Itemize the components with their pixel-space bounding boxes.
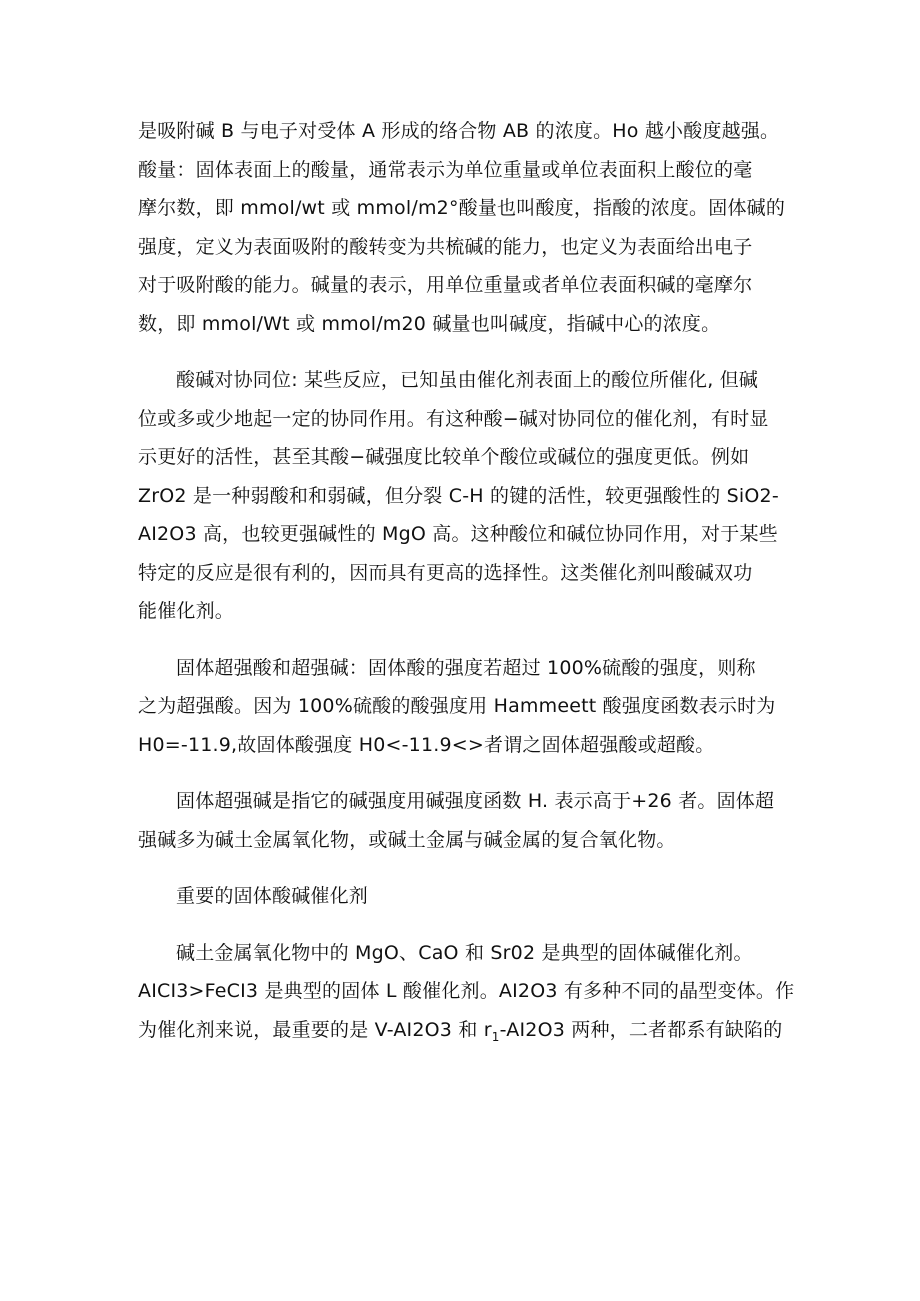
document-body <box>138 112 798 1049</box>
paragraph-1 <box>138 112 798 343</box>
subscript: 1 <box>491 1029 500 1044</box>
heading-text: 重要的固体酸碱催化剂 <box>176 885 369 907</box>
text-line: H0=-11.9,故固体酸强度 H0<-11.9<>者谓之固体超强酸或超酸。 <box>138 733 715 756</box>
text-line: 之为超强酸。因为 100%硫酸的酸强度用 Hammeett 酸强度函数表示时为 <box>138 695 776 717</box>
text-line-with-subscript <box>138 1011 798 1050</box>
text-line: 酸量：固体表面上的酸量，通常表示为单位重量或单位表面积上酸位的毫 <box>138 158 753 181</box>
text-line: 是吸附碱 B 与电子对受体 A 形成的络合物 AB 的浓度。Ho 越小酸度越强。 <box>138 120 780 142</box>
paragraph-gap <box>138 343 798 361</box>
text-line: 示更好的活性，甚至其酸−碱强度比较单个酸位或碱位的强度更低。例如 <box>138 446 750 468</box>
text-line: 特定的反应是很有利的，因而具有更高的选择性。这类催化剂叫酸碱双功 <box>138 561 753 584</box>
paragraph-gap <box>138 631 798 649</box>
paragraph-gap <box>138 764 798 782</box>
text-line: 对于吸附酸的能力。碱量的表示，用单位重量或者单位表面积碱的毫摩尔 <box>138 274 753 296</box>
paragraph-gap <box>138 859 798 877</box>
text-line: AI2O3 高，也较更强碱性的 MgO 高。这种酸位和碱位协同作用，对于某些 <box>138 523 778 545</box>
paragraph-gap <box>138 916 798 934</box>
paragraph-4 <box>138 782 798 859</box>
text-line: 固体超强碱是指它的碱强度用碱强度函数 H. 表示高于+26 者。固体超 <box>176 790 775 812</box>
text-line: 强碱多为碱土金属氧化物，或碱土金属与碱金属的复合氧化物。 <box>138 828 676 851</box>
section-heading <box>138 877 798 916</box>
text-line: 碱土金属氧化物中的 MgO、CaO 和 Sr02 是典型的固体碱催化剂。 <box>176 941 753 964</box>
paragraph-6 <box>138 934 798 1050</box>
text-line: ZrO2 是一种弱酸和和弱碱，但分裂 C-H 的键的活性，较更强酸性的 SiO2- <box>138 484 779 507</box>
paragraph-2 <box>138 361 798 631</box>
text-line: 数，即 mmol∕Wt 或 mmol∕m20 碱量也叫碱度，指碱中心的浓度。 <box>138 312 721 335</box>
text-line: 能催化剂。 <box>138 600 235 622</box>
text-line: 酸碱对协同位: 某些反应，已知虽由催化剂表面上的酸位所催化, 但碱 <box>176 369 759 391</box>
text-line: 位或多或少地起一定的协同作用。有这种酸−碱对协同位的催化剂，有时显 <box>138 407 769 430</box>
text-line: 摩尔数，即 mmol/wt 或 mmol∕m2°酸量也叫酸度，指酸的浓度。固体碱的 <box>138 197 786 219</box>
paragraph-3 <box>138 649 798 765</box>
text-line: 强度，定义为表面吸附的酸转变为共梳碱的能力，也定义为表面给出电子 <box>138 235 753 258</box>
text-line: 固体超强酸和超强碱：固体酸的强度若超过 100%硫酸的强度，则称 <box>176 656 756 679</box>
text-fragment: -AI2O3 两种，二者都系有缺陷的 <box>499 1018 783 1041</box>
text-line: AICI3>FeCI3 是典型的固体 L 酸催化剂。AI2O3 有多种不同的晶型变体。作 <box>138 980 795 1002</box>
text-fragment: 为催化剂来说，最重要的是 V-AI2O3 和 r <box>138 1018 492 1041</box>
